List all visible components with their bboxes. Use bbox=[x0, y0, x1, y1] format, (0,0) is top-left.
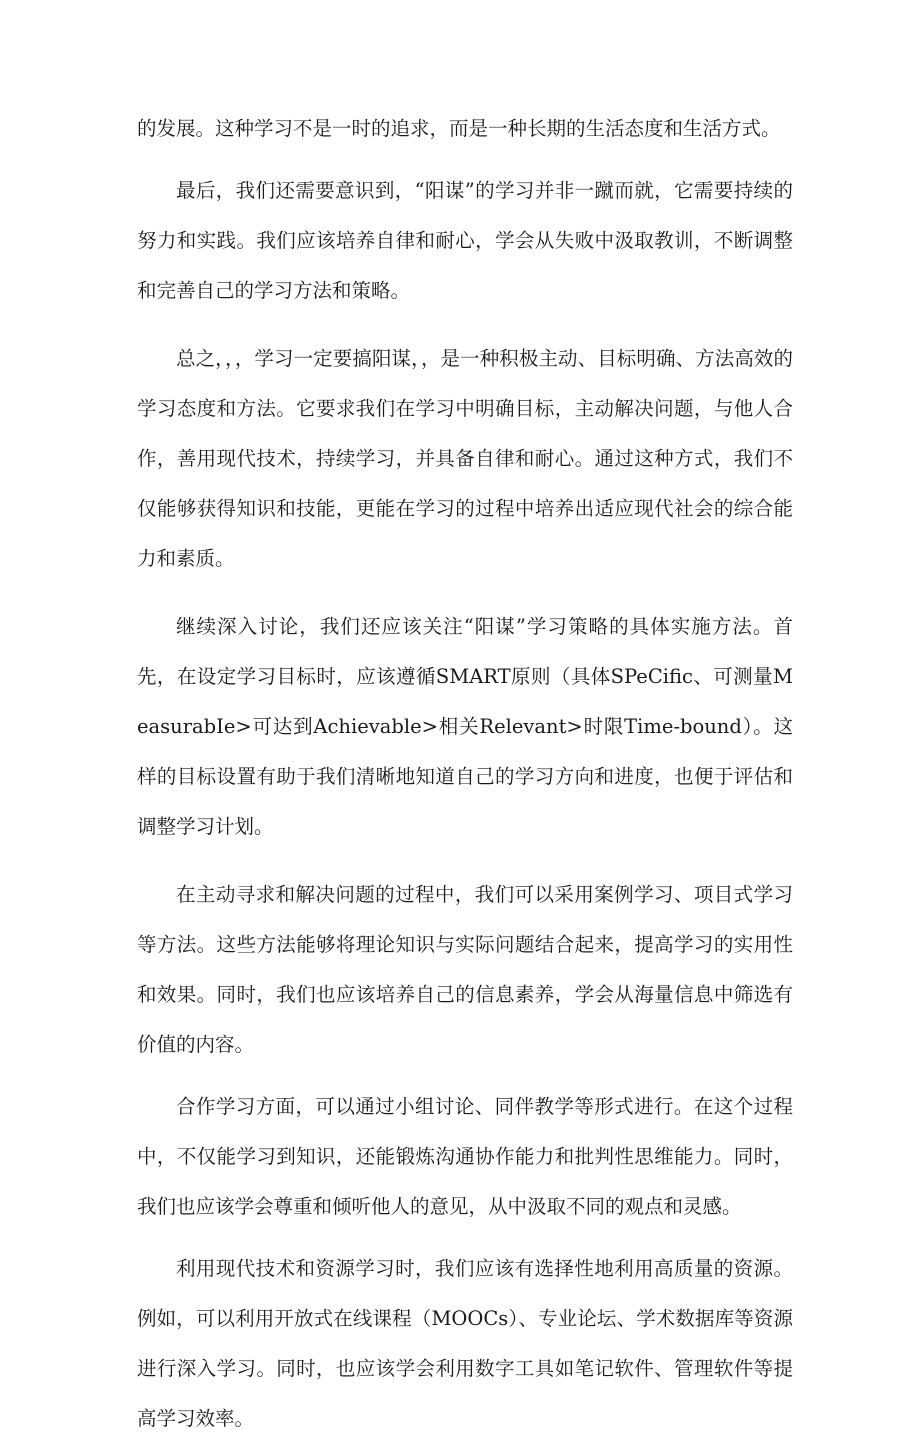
paragraph-continuation: 的发展。这种学习不是一时的追求，而是一种长期的生活态度和生活方式。 bbox=[137, 117, 781, 140]
paragraph-spacer bbox=[137, 852, 793, 870]
paragraph-problem-solving: 在主动寻求和解决问题的过程中，我们可以采用案例学习、项目式学习等方法。这些方法能够将理论知识与实际问题结合起来，提高学习的实用性和效果。同时，我们也应该培养自己的信息素养，学会从海量信息中筛选有价值的内容。 bbox=[137, 883, 793, 1056]
paragraph-cooperation: 合作学习方面，可以通过小组讨论、同伴教学等形式进行。在这个过程中，不仅能学习到知识，还能锻炼沟通协作能力和批判性思维能力。同时，我们也应该学会尊重和倾听他人的意见，从中汲取不同的观点和灵感。 bbox=[137, 1095, 793, 1218]
paragraph-smart-goals: 继续深入讨论，我们还应该关注“阳谋”学习策略的具体实施方法。首先，在设定学习目标时，应该遵循SMART原则（具体SPeCific、可测量MeasurabIe>可达到Achievable>相关Relevant>时限Time-bound）。这样的目标设置有助于我们清晰地知道自己的学习方向和进度，也便于评估和调整学习计划。 bbox=[137, 615, 793, 838]
paragraph-spacer bbox=[137, 1232, 793, 1244]
paragraph-summary: 总之，，，学习一定要搞阳谋，，是一种积极主动、目标明确、方法高效的学习态度和方法。它要求我们在学习中明确目标，主动解决问题，与他人合作，善用现代技术，持续学习，并具备自律和耐心。通过这种方式，我们不仅能够获得知识和技能，更能在学习的过程中培养出适应现代社会的综合能力和素质。 bbox=[137, 347, 793, 570]
paragraph-spacer bbox=[137, 584, 793, 602]
paragraph-technology: 利用现代技术和资源学习时，我们应该有选择性地利用高质量的资源。例如，可以利用开放式在线课程（MOOCs）、专业论坛、学术数据库等资源进行深入学习。同时，也应该学会利用数字工具如笔记软件、管理软件等提高学习效率。 bbox=[137, 1257, 793, 1430]
paragraph-spacer bbox=[137, 316, 793, 334]
paragraph-finally: 最后，我们还需要意识到，“阳谋”的学习并非一蹴而就，它需要持续的努力和实践。我们应该培养自律和耐心，学会从失败中汲取教训，不断调整和完善自己的学习方法和策略。 bbox=[137, 179, 793, 302]
paragraph-spacer bbox=[137, 1070, 793, 1082]
document-page bbox=[137, 112, 793, 1444]
paragraph-spacer bbox=[137, 154, 793, 166]
